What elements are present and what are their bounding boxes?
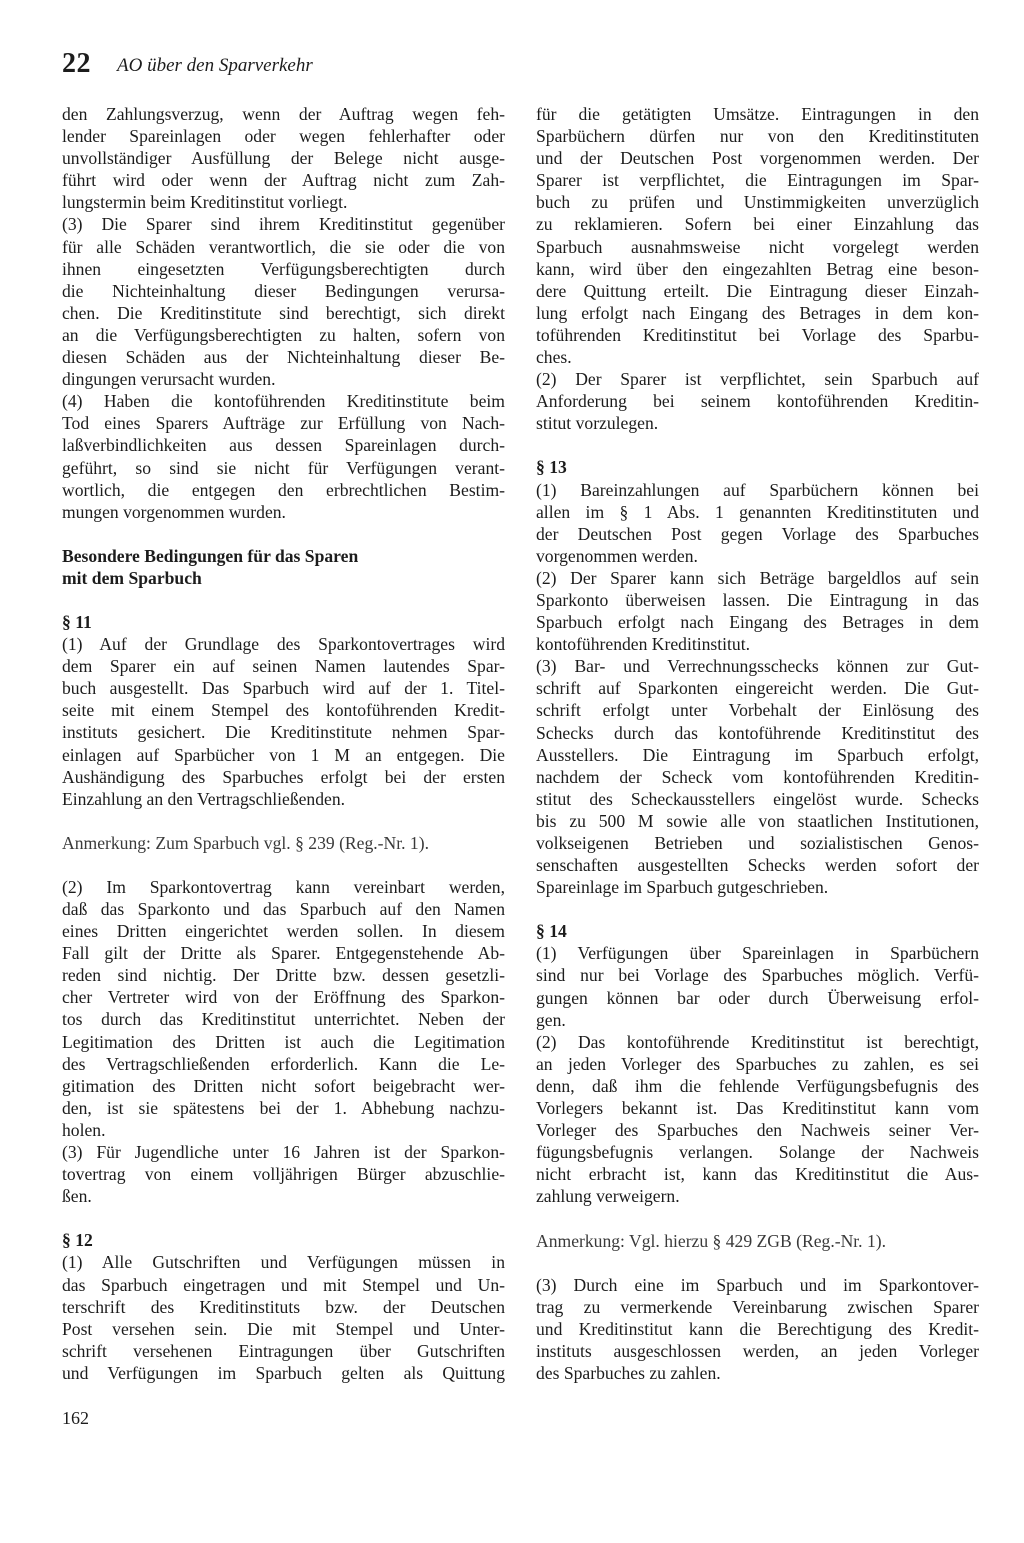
text-line: Einzahlung an den Vertragschließenden.	[62, 788, 346, 809]
text-line: (1) Auf der Grundlage des Sparkontovertrages wird	[62, 634, 505, 655]
text-line: stitut des Scheckausstellers eingelöst wurde. Schecks	[536, 788, 979, 809]
text-line: die Nichteinhaltung dieser Bedingungen verursa-	[62, 280, 505, 301]
text-line: diesen Schäden aus der Nichteinhaltung dieser Be-	[62, 347, 505, 368]
text-line: für die getätigten Umsätze. Eintragungen in den	[536, 104, 979, 124]
text-line: lung erfolgt nach Eingang des Betrages in dem kon-	[536, 302, 979, 323]
text-line: Sparbüchern dürfen nur von den Kreditinstituten	[536, 126, 979, 147]
paragraph-gap	[536, 1208, 979, 1230]
text-line: Spareinlage im Sparbuch gutgeschrieben.	[536, 877, 829, 898]
text-line: eines Dritten eingerichtet werden sollen. In diesem	[62, 921, 505, 942]
text-line: Sparkonto überweisen lassen. Die Eintragung in das	[536, 589, 979, 610]
text-line: (1) Alle Gutschriften und Verfügungen müssen in	[62, 1252, 505, 1273]
annotation-note: Anmerkung: Zum Sparbuch vgl. § 239 (Reg.-Nr. 1).	[62, 832, 429, 853]
text-line: sind nur bei Vorlage des Sparbuches möglich. Verfü-	[536, 965, 979, 986]
text-line: holen.	[62, 1119, 106, 1140]
text-line: wortlich, die entgegen den erbrechtlichen Bestim-	[62, 479, 505, 500]
text-line: gitimation des Dritten nicht sofort beigebracht wer-	[62, 1075, 505, 1096]
text-line: reden sind nichtig. Der Dritte bzw. dessen gesetzli-	[62, 965, 505, 986]
text-line: (3) Die Sparer sind ihrem Kreditinstitut gegenüber	[62, 214, 505, 235]
text-line: (1) Bareinzahlungen auf Sparbüchern können bei	[536, 479, 979, 500]
text-line: Schecks durch das kontoführende Kreditinstitut des	[536, 722, 979, 743]
text-line: dingungen verursacht wurden.	[62, 369, 276, 390]
section-heading: Besondere Bedingungen für das Sparen	[62, 545, 359, 566]
text-line: instituts ausgeschlossen werden, an jeden Vorleger	[536, 1340, 979, 1361]
text-line: cher Vertreter wird von der Eröffnung des Sparkon-	[62, 987, 505, 1008]
text-line: tovertrag von einem volljährigen Bürger abzuschlie-	[62, 1164, 505, 1185]
paragraph-gap	[536, 434, 979, 456]
text-line: ßen.	[62, 1186, 92, 1207]
text-line: an jeden Vorleger des Sparbuches zu zahlen, es sei	[536, 1053, 979, 1074]
text-line: unvollständiger Ausfüllung der Belege nicht ausge-	[62, 148, 505, 169]
text-line: ches.	[536, 347, 572, 368]
text-line: instituts gesichert. Die Kreditinstitute nehmen Spar-	[62, 722, 505, 743]
text-line: terschrift des Kreditinstituts bzw. der Deutschen	[62, 1296, 505, 1317]
text-line: stitut vorzulegen.	[536, 413, 659, 434]
text-line: und Verfügungen im Sparbuch gelten als Quittung	[62, 1362, 505, 1383]
text-line: Aushändigung des Sparbuches erfolgt bei der ersten	[62, 766, 505, 787]
text-line: Ausstellers. Die Eintragung im Sparbuch erfolgt,	[536, 744, 979, 765]
text-line: schrift versehenen Eintragungen über Gutschriften	[62, 1340, 505, 1361]
text-line: (4) Haben die kontoführenden Kreditinstitute beim	[62, 391, 505, 412]
text-line: tos durch das Kreditinstitut unterrichtet. Neben der	[62, 1009, 505, 1030]
left-column	[62, 103, 505, 1384]
text-line: den, ist sie spätestens bei der 1. Abhebung nachzu-	[62, 1097, 505, 1118]
text-line: laßverbindlichkeiten aus dessen Spareinlagen durch-	[62, 435, 505, 456]
text-line: (3) Durch eine im Sparbuch und im Sparkontover-	[536, 1274, 979, 1295]
text-line: denn, daß ihm die fehlende Verfügungsbefugnis des	[536, 1075, 979, 1096]
text-line: zahlung verweigern.	[536, 1186, 680, 1207]
text-line: Post versehen sein. Die mit Stempel und Unter-	[62, 1318, 505, 1339]
text-line: zu reklamieren. Sofern bei einer Einzahlung das	[536, 214, 979, 235]
text-line: einlagen auf Sparbücher von 1 M an entgegen. Die	[62, 744, 505, 765]
text-line: (2) Im Sparkontovertrag kann vereinbart werden,	[62, 876, 505, 897]
text-line: bis zu 500 M sowie alle von staatlichen Institutionen,	[536, 810, 979, 831]
section-heading: § 13	[536, 457, 567, 478]
text-line: (3) Bar- und Verrechnungsschecks können zur Gut-	[536, 656, 979, 677]
page-number: 162	[62, 1408, 89, 1428]
text-line: nicht erbracht ist, kann das Kreditinstitut die Aus-	[536, 1164, 979, 1185]
text-line: den Zahlungsverzug, wenn der Auftrag wegen feh-	[62, 104, 505, 124]
text-line: buch zu prüfen und Unstimmigkeiten unverzüglich	[536, 192, 979, 213]
text-line: trag zu vermerkende Vereinbarung zwischen Sparer	[536, 1296, 979, 1317]
text-line: chen. Die Kreditinstitute sind berechtigt, sich direkt	[62, 302, 505, 323]
text-line: für alle Schäden verantwortlich, die sie oder die von	[62, 236, 505, 257]
text-line: Vorlegers bekannt ist. Das Kreditinstitut kann vom	[536, 1098, 979, 1119]
text-line: dere Quittung erteilt. Die Eintragung dieser Einzah-	[536, 280, 979, 301]
text-line: senschaften ausgestellten Schecks werden sofort der	[536, 855, 979, 876]
text-line: mungen vorgenommen wurden.	[62, 501, 286, 522]
text-line: (2) Das kontoführende Kreditinstitut ist berechtigt,	[536, 1031, 979, 1052]
text-line: des Vertragschließenden erforderlich. Kann die Le-	[62, 1053, 505, 1074]
text-line: seite mit einem Stempel des kontoführenden Kredit-	[62, 700, 505, 721]
text-line: an die Verfügungsberechtigten zu halten, sofern von	[62, 324, 505, 345]
text-line: lender Spareinlagen oder wegen fehlerhafter oder	[62, 126, 505, 147]
text-line: schrift auf Sparkonten eingereicht werden. Die Gut-	[536, 678, 979, 699]
text-line: kontoführenden Kreditinstitut.	[536, 634, 751, 655]
text-line: gen.	[536, 1009, 566, 1030]
text-line: dem Sparer ein auf seinen Namen lautendes Spar-	[62, 656, 505, 677]
text-line: kann, wird über den eingezahlten Betrag eine beson-	[536, 258, 979, 279]
text-line: nachdem der Scheck vom kontoführenden Kreditin-	[536, 766, 979, 787]
section-heading: mit dem Sparbuch	[62, 567, 202, 588]
page-header	[62, 48, 313, 88]
text-line: Sparbuch erfolgt nach Eingang des Betrages in dem	[536, 612, 979, 633]
section-heading: § 14	[536, 921, 567, 942]
text-line: (2) Der Sparer ist verpflichtet, sein Sparbuch auf	[536, 369, 979, 390]
text-line: fügungsbefugnis verlangen. Solange der Nachweis	[536, 1142, 979, 1163]
section-heading: § 11	[62, 611, 92, 632]
text-line: vorgenommen werden.	[536, 545, 698, 566]
text-line: Legitimation des Dritten ist auch die Legitimation	[62, 1031, 505, 1052]
text-line: volkseigenen Betrieben und sozialistischen Genos-	[536, 833, 979, 853]
chapter-number: 22	[62, 48, 91, 79]
text-line: das Sparbuch eingetragen und mit Stempel und Un-	[62, 1274, 505, 1295]
paragraph-gap	[62, 589, 505, 611]
text-line: führt wird oder wenn der Auftrag nicht zum Zah-	[62, 170, 505, 191]
section-heading: § 12	[62, 1230, 93, 1251]
text-line: allen im § 1 Abs. 1 genannten Kreditinstituten und	[536, 501, 979, 522]
paragraph-gap	[536, 1252, 979, 1274]
right-column	[536, 103, 979, 1384]
text-line: daß das Sparkonto und das Sparbuch auf den Namen	[62, 899, 505, 919]
text-line: (3) Für Jugendliche unter 16 Jahren ist der Sparkon-	[62, 1142, 505, 1163]
text-line: (2) Der Sparer kann sich Beträge bargeldlos auf sein	[536, 567, 979, 588]
text-line: geführt, so sind sie nicht für Verfügungen verant-	[62, 457, 505, 478]
text-line: Sparbuch ausnahmsweise nicht vorgelegt werden	[536, 236, 979, 257]
text-line: der Deutschen Post gegen Vorlage des Sparbuches	[536, 523, 979, 544]
text-line: Sparer ist verpflichtet, die Eintragungen im Spar-	[536, 170, 979, 191]
text-line: Fall gilt der Dritte als Sparer. Entgegenstehende Ab-	[62, 943, 505, 964]
annotation-note: Anmerkung: Vgl. hierzu § 429 ZGB (Reg.-Nr. 1).	[536, 1230, 887, 1251]
paragraph-gap	[62, 810, 505, 832]
paragraph-gap	[62, 854, 505, 876]
text-line: (1) Verfügungen über Spareinlagen in Sparbüchern	[536, 943, 979, 964]
text-line: Anforderung bei seinem kontoführenden Kreditin-	[536, 391, 979, 412]
text-line: buch ausgestellt. Das Sparbuch wird auf der 1. Titel-	[62, 678, 505, 699]
text-line: lungstermin beim Kreditinstitut vorliegt.	[62, 192, 348, 213]
paragraph-gap	[62, 1207, 505, 1229]
text-line: schrift erfolgt unter Vorbehalt der Einlösung des	[536, 700, 979, 721]
text-line: Tod eines Sparers Aufträge zur Erfüllung von Nach-	[62, 413, 505, 434]
text-line: gungen können bar oder durch Überweisung erfol-	[536, 987, 979, 1008]
paragraph-gap	[536, 898, 979, 920]
text-line: und der Deutschen Post vorgenommen werden. Der	[536, 148, 979, 169]
text-line: Vorleger des Sparbuches den Nachweis seiner Ver-	[536, 1120, 979, 1141]
text-line: toführenden Kreditinstitut bei Vorlage des Sparbu-	[536, 324, 979, 345]
text-line: ihnen eingesetzten Verfügungsberechtigten durch	[62, 258, 505, 279]
text-line: des Sparbuches zu zahlen.	[536, 1362, 721, 1383]
text-line: und Kreditinstitut kann die Berechtigung des Kredit-	[536, 1318, 979, 1339]
running-title: AO über den Sparverkehr	[117, 55, 313, 76]
paragraph-gap	[62, 523, 505, 545]
